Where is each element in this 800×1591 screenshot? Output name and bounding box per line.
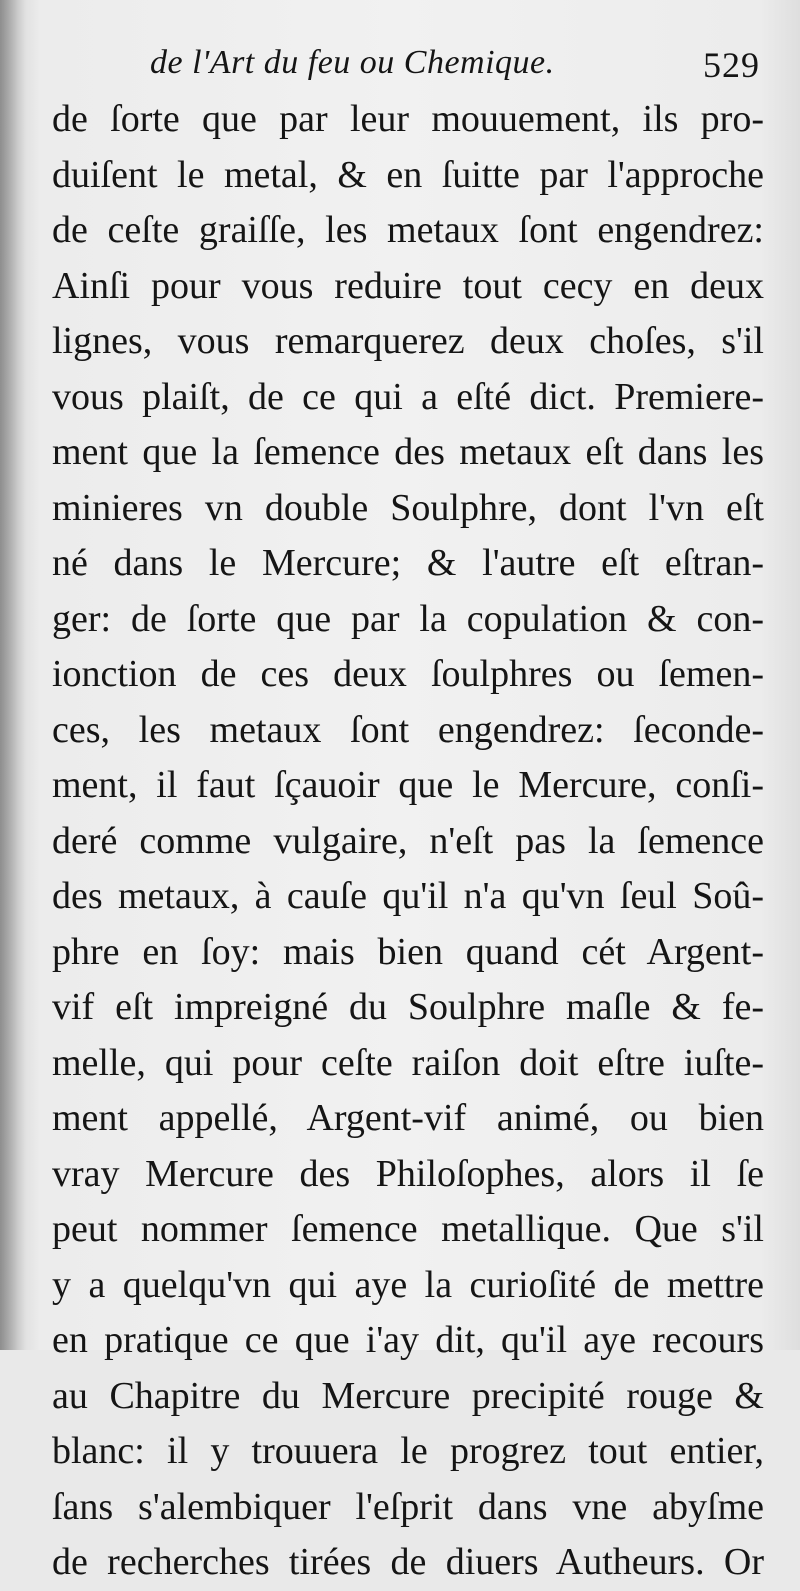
text-line: né dans le Mercure; & l'autre eſt eſtran- — [52, 542, 764, 584]
text-line: en pratique ce que i'ay dit, qu'il aye recours — [52, 1319, 764, 1361]
text-line: ſans s'alembiquer l'eſprit dans vne abyſme — [52, 1485, 764, 1528]
text-line: phre en ſoy: mais bien quand cét Argent- — [52, 930, 764, 973]
body-text — [52, 92, 764, 1583]
text-line: duiſent le metal, & en ſuitte par l'approche — [52, 153, 764, 196]
gutter-shadow — [0, 0, 26, 1350]
text-line: vous plaiſt, de ce qui a eſté dict. Premiere- — [52, 375, 764, 418]
text-line: deré comme vulgaire, n'eſt pas la ſemence — [52, 819, 764, 862]
text-line: de recherches tirées de diuers Autheurs. Or — [52, 1541, 764, 1583]
text-line: de ſorte que par leur mouuement, ils pro- — [52, 98, 764, 140]
text-line: peut nommer ſemence metallique. Que s'il — [52, 1208, 764, 1250]
page-header — [150, 40, 760, 100]
running-title: de l'Art du feu ou Chemique. — [150, 44, 555, 81]
text-line: ment appellé, Argent-vif animé, ou bien — [52, 1097, 764, 1139]
text-line: melle, qui pour ceſte raiſon doit eſtre iuſte- — [52, 1041, 764, 1084]
text-line: lignes, vous remarquerez deux choſes, s'il — [52, 320, 764, 362]
text-line: ionction de ces deux ſoulphres ou ſemen- — [52, 653, 764, 695]
text-line: des metaux, à cauſe qu'il n'a qu'vn ſeul Soû- — [52, 875, 764, 917]
text-line: de ceſte graiſſe, les metaux ſont engendrez: — [52, 209, 764, 251]
page-number: 529 — [703, 45, 760, 85]
text-line: blanc: il y trouuera le progrez tout entier, — [52, 1430, 764, 1472]
text-line: vif eſt impreigné du Soulphre maſle & fe- — [52, 986, 764, 1028]
text-line: ment que la ſemence des metaux eſt dans les — [52, 431, 764, 473]
text-line: Ainſi pour vous reduire tout cecy en deux — [52, 264, 764, 307]
text-line: vray Mercure des Philoſophes, alors il ſe — [52, 1152, 764, 1195]
text-line: y a quelqu'vn qui aye la curioſité de mettre — [52, 1263, 764, 1306]
text-line: ment, il faut ſçauoir que le Mercure, conſi- — [52, 764, 764, 806]
text-line: ger: de ſorte que par la copulation & con- — [52, 597, 764, 640]
text-line: au Chapitre du Mercure precipité rouge & — [52, 1374, 764, 1417]
text-line: ces, les metaux ſont engendrez: ſeconde- — [52, 708, 764, 751]
text-line: minieres vn double Soulphre, dont l'vn eſt — [52, 486, 764, 529]
